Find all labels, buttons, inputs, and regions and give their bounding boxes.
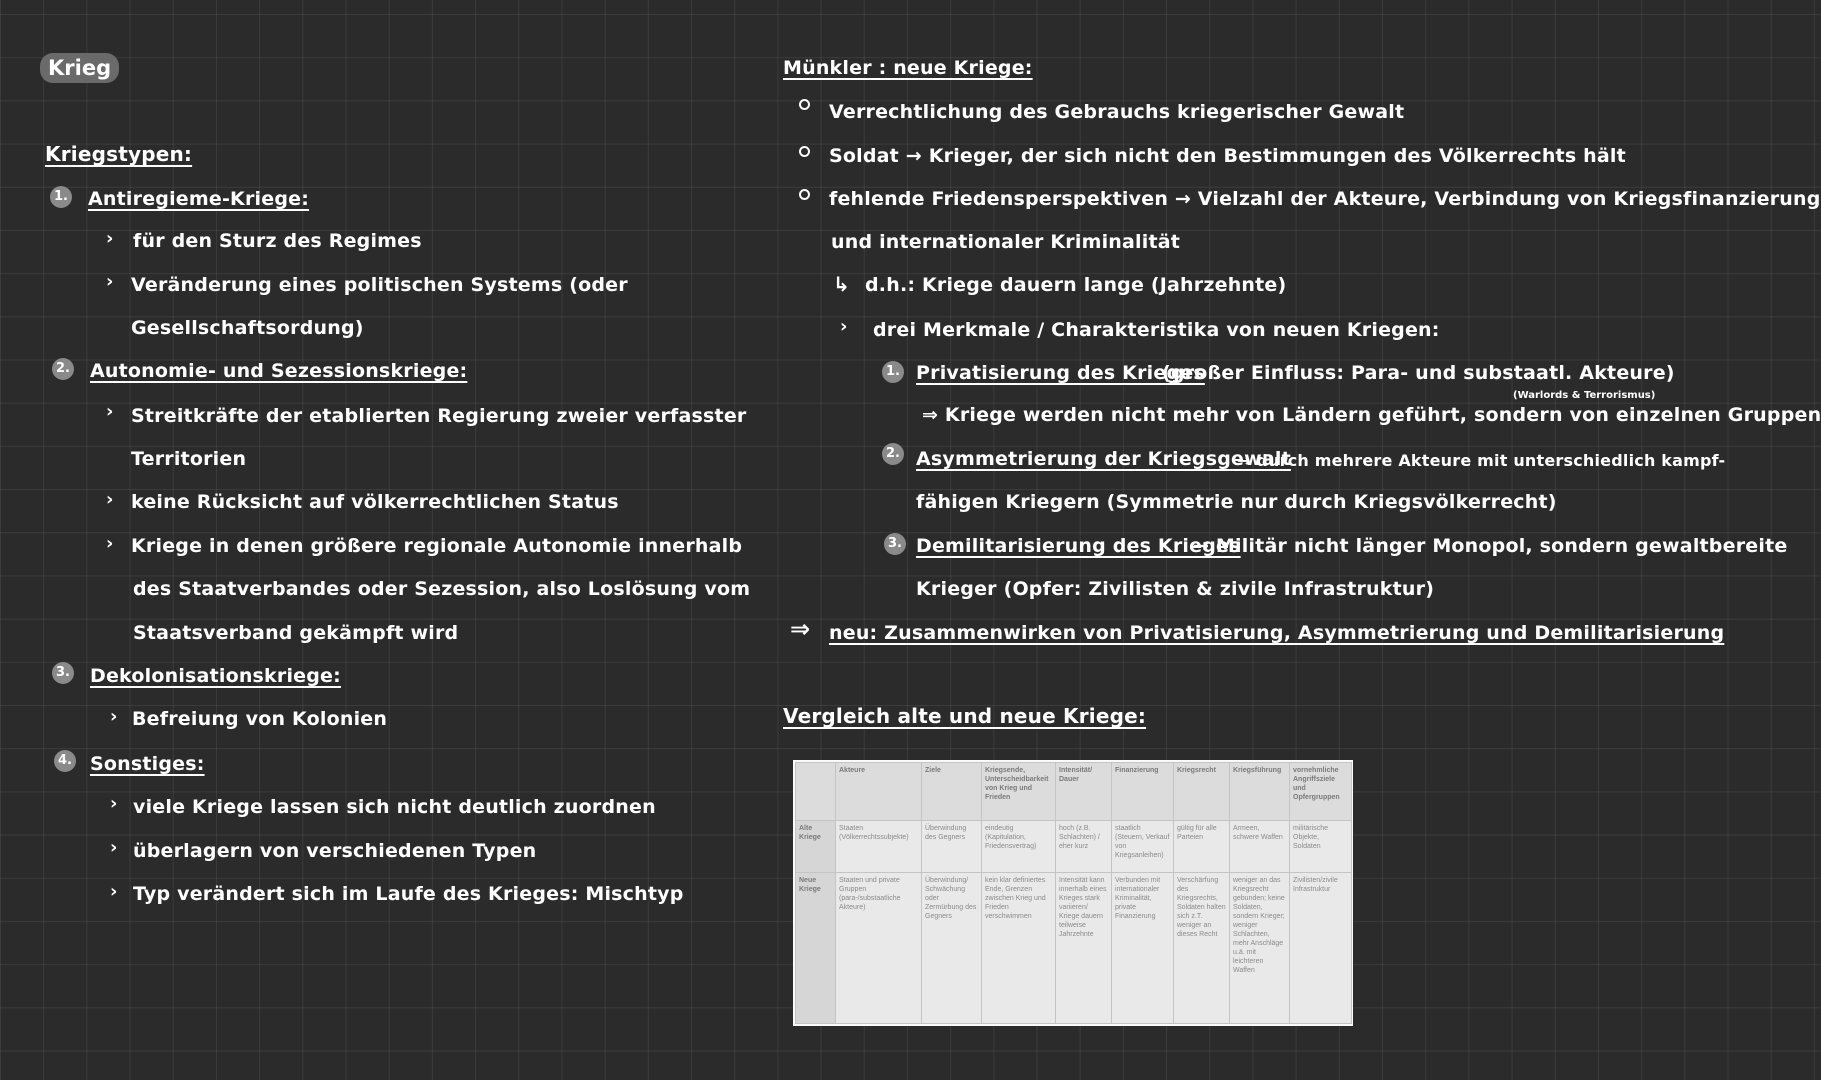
section-2-number: 2.	[52, 358, 74, 380]
chevron-right-icon: ›	[106, 489, 114, 510]
table-header: Ziele	[922, 763, 982, 821]
table-cell: eindeutig (Kapitulation, Friedensvertrag)	[982, 821, 1056, 873]
chevron-right-icon: ›	[106, 533, 114, 554]
double-arrow-icon: ⇒	[790, 615, 811, 643]
section-4-title: Sonstiges:	[90, 753, 205, 775]
chevron-right-icon: ›	[110, 881, 118, 902]
munkler-heading: Münkler : neue Kriege:	[783, 57, 1033, 79]
merkmal-3-label: Demilitarisierung des Krieges	[916, 535, 1241, 557]
merkmal-3-number: 3.	[884, 533, 906, 555]
section-2-title: Autonomie- und Sezessionskriege:	[90, 360, 468, 382]
dh-line: d.h.: Kriege dauern lange (Jahrzehnte)	[865, 274, 1287, 296]
section-2-item: Territorien	[131, 448, 247, 470]
table-cell: Armeen, schwere Waffen	[1230, 821, 1290, 873]
merkmal-2-text: → durch mehrere Akteure mit unterschiedlich kampf-	[1237, 451, 1726, 470]
merkmal-1-number: 1.	[882, 361, 904, 383]
table-cell: Intensität kann innerhalb eines Krieges stark variieren/ Kriege dauern teilweise Jahrzehnte	[1056, 873, 1112, 1024]
table-cell: militärische Objekte, Soldaten	[1290, 821, 1352, 873]
chevron-right-icon: ›	[106, 401, 114, 422]
table-cell: staatlich (Steuern, Verkauf von Kriegsanleihen)	[1112, 821, 1174, 873]
return-arrow-icon: ↳	[833, 272, 850, 296]
row-label: Neue Kriege	[796, 873, 836, 1024]
table-header: Akteure	[836, 763, 922, 821]
compare-heading: Vergleich alte und neue Kriege:	[783, 704, 1147, 728]
table-cell: Überwindung des Gegners	[922, 821, 982, 873]
section-4-item: überlagern von verschiedenen Typen	[133, 840, 537, 862]
section-1-number: 1.	[50, 186, 72, 208]
bullet-icon	[799, 189, 810, 200]
merkmale-heading: drei Merkmale / Charakteristika von neuen Kriegen:	[873, 319, 1440, 341]
table-row	[796, 821, 1352, 873]
section-2-item: des Staatverbandes oder Sezession, also Loslösung vom	[133, 578, 751, 600]
table-row	[796, 873, 1352, 1024]
table-cell: Überwindung/ Schwächung oder Zermürbung des Gegners	[922, 873, 982, 1024]
section-4-number: 4.	[54, 750, 76, 772]
merkmal-1-text: (großer Einfluss: Para- und substaatl. Akteure)	[1162, 362, 1675, 384]
table-cell: gültig für alle Parteien	[1174, 821, 1230, 873]
table-header: Kriegsrecht	[1174, 763, 1230, 821]
merkmal-1-note: (Warlords & Terrorismus)	[1513, 390, 1656, 401]
merkmal-1-sub: ⇒ Kriege werden nicht mehr von Ländern geführt, sondern von einzelnen Gruppen	[922, 404, 1821, 426]
merkmal-3-text: → Militär nicht länger Monopol, sondern gewaltbereite	[1193, 535, 1788, 557]
merkmal-2-number: 2.	[882, 443, 904, 465]
bullet-item: Soldat → Krieger, der sich nicht den Bestimmungen des Völkerrechts hält	[829, 145, 1626, 167]
table-header: vornehmliche Angriffsziele und Opfergruppen	[1290, 763, 1352, 821]
table-cell: Zivilisten/zivile Infrastruktur	[1290, 873, 1352, 1024]
conclusion-text: neu: Zusammenwirken von Privatisierung, Asymmetrierung und Demilitarisierung	[829, 622, 1725, 644]
section-1-item: Veränderung eines politischen Systems (oder	[131, 274, 628, 296]
section-3-title: Dekolonisationskriege:	[90, 665, 341, 687]
table-header: Finanzierung	[1112, 763, 1174, 821]
chevron-right-icon: ›	[110, 793, 118, 814]
section-3-number: 3.	[52, 662, 74, 684]
table-cell: Staaten und private Gruppen (para-/substaatliche Akteure)	[836, 873, 922, 1024]
bullet-item: fehlende Friedensperspektiven → Vielzahl der Akteure, Verbindung von Kriegsfinanzierung	[829, 188, 1821, 210]
chevron-right-icon: ›	[106, 228, 114, 249]
types-heading: Kriegstypen:	[45, 142, 193, 166]
chevron-right-icon: ›	[840, 316, 848, 337]
bullet-item: Verrechtlichung des Gebrauchs kriegerischer Gewalt	[829, 101, 1405, 123]
section-2-item: Kriege in denen größere regionale Autonomie innerhalb	[131, 535, 743, 557]
section-2-item: Staatsverband gekämpft wird	[133, 622, 459, 644]
table-header: Intensität/ Dauer	[1056, 763, 1112, 821]
table-cell: hoch (z.B. Schlachten) / eher kurz	[1056, 821, 1112, 873]
section-2-item: Streitkräfte der etablierten Regierung zweier verfasster	[131, 405, 747, 427]
page-title: Krieg	[40, 53, 119, 83]
table-cell: weniger an das Kriegsrecht gebunden; keine Soldaten, sondern Krieger; weniger Schlachten, mehr Anschläge u.ä. mit leichteren Waffen	[1230, 873, 1290, 1024]
row-label: Alte Kriege	[796, 821, 836, 873]
merkmal-2-cont: fähigen Kriegern (Symmetrie nur durch Kriegsvölkerrecht)	[916, 491, 1557, 513]
bullet-item: und internationaler Kriminalität	[831, 231, 1181, 253]
merkmal-1-label: Privatisierung des Krieges	[916, 362, 1205, 384]
merkmal-2-label: Asymmetrierung der Kriegsgewalt	[916, 448, 1291, 470]
table-header: Kriegsende, Unterscheidbarkeit von Krieg und Frieden	[982, 763, 1056, 821]
bullet-icon	[799, 99, 810, 110]
table-cell: Verbunden mit internationaler Kriminalität, private Finanzierung	[1112, 873, 1174, 1024]
table-cell: kein klar definiertes Ende, Grenzen zwischen Krieg und Frieden verschwimmen	[982, 873, 1056, 1024]
bullet-icon	[799, 146, 810, 157]
comparison-table	[795, 762, 1352, 1024]
chevron-right-icon: ›	[110, 837, 118, 858]
section-2-item: keine Rücksicht auf völkerrechtlichen Status	[131, 491, 619, 513]
table-cell: Verschärfung des Kriegsrechts, Soldaten halten sich z.T. weniger an dieses Recht	[1174, 873, 1230, 1024]
table-cell: Staaten (Völkerrechtssubjekte)	[836, 821, 922, 873]
chevron-right-icon: ›	[110, 706, 118, 727]
section-3-item: Befreiung von Kolonien	[132, 708, 388, 730]
section-4-item: viele Kriege lassen sich nicht deutlich zuordnen	[133, 796, 656, 818]
table-header: Kriegsführung	[1230, 763, 1290, 821]
section-1-item: Gesellschaftsordung)	[131, 317, 364, 339]
chevron-right-icon: ›	[106, 271, 114, 292]
merkmal-3-cont: Krieger (Opfer: Zivilisten & zivile Infrastruktur)	[916, 578, 1435, 600]
table-header	[796, 763, 836, 821]
section-1-title: Antiregieme-Kriege:	[88, 188, 310, 210]
section-1-item: für den Sturz des Regimes	[133, 230, 422, 252]
section-4-item: Typ verändert sich im Laufe des Krieges: Mischtyp	[133, 883, 684, 905]
comparison-table-image	[793, 760, 1353, 1026]
